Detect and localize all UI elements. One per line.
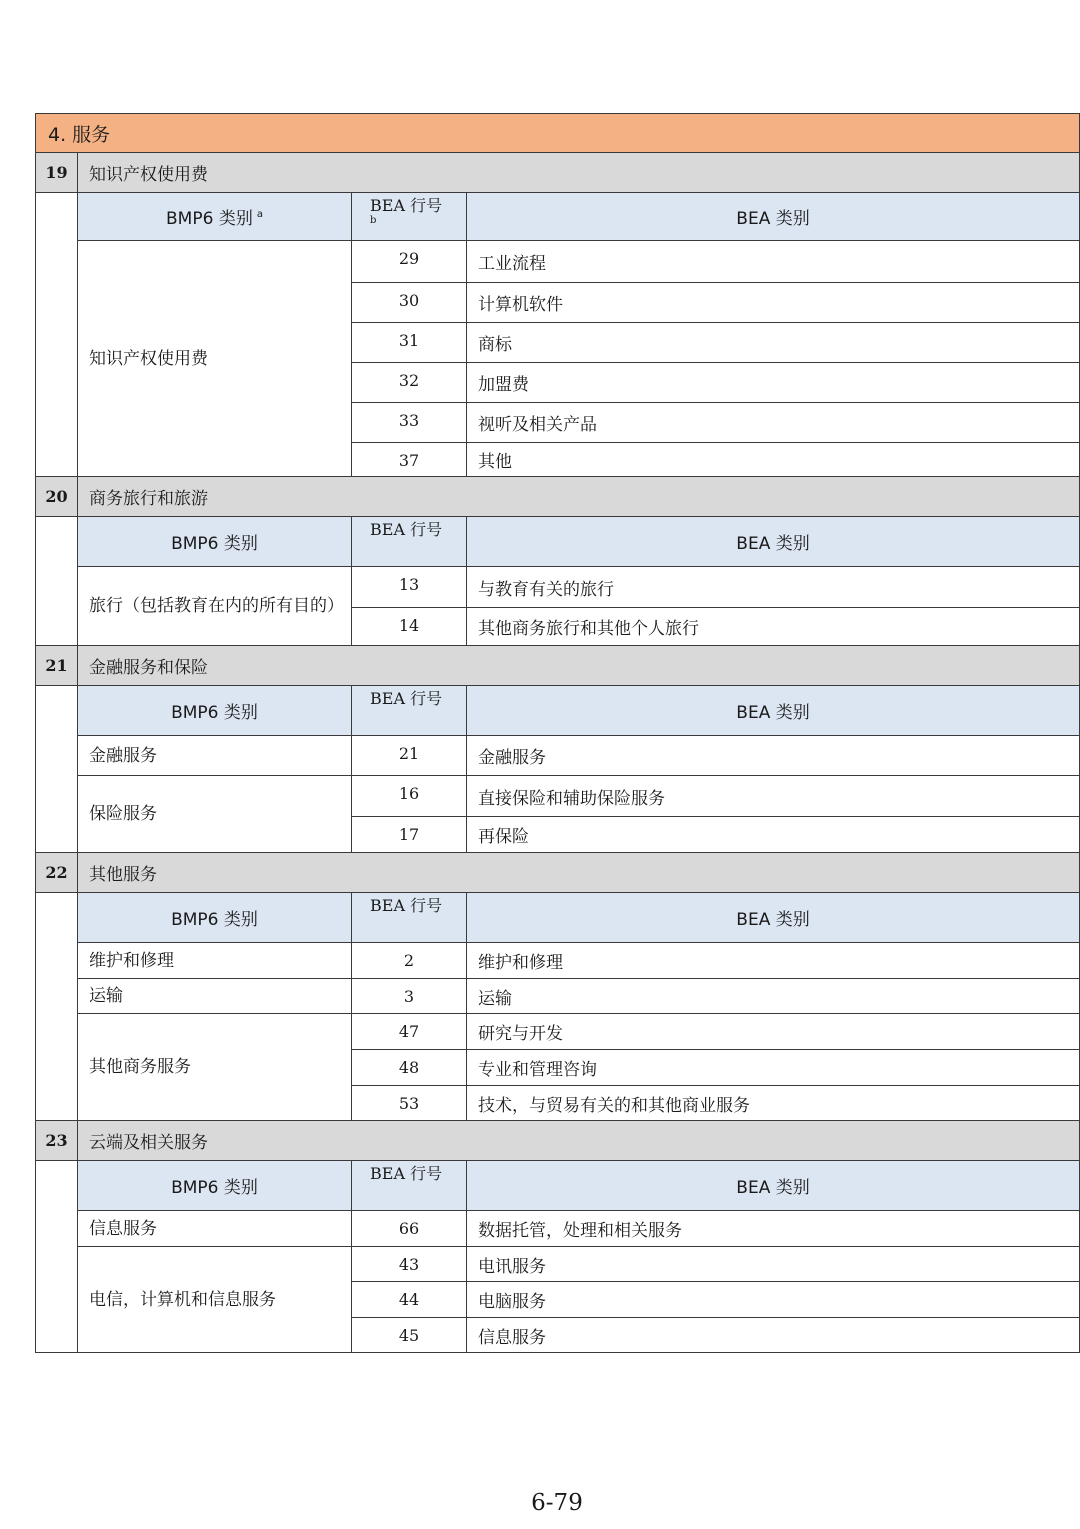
- header-bea-category: BEA 类别: [467, 686, 1080, 736]
- section-title: 云端及相关服务: [78, 1121, 1080, 1161]
- bea-line-cell: 30: [352, 283, 467, 323]
- section-title: 商务旅行和旅游: [78, 477, 1080, 517]
- section-number: 20: [36, 477, 78, 517]
- table-title-row: [36, 114, 1080, 153]
- header-bea-line-label: BEA 行号: [370, 1164, 443, 1183]
- header-bmp6-label: BMP6 类别: [166, 209, 253, 229]
- bea-category-cell: 研究与开发: [467, 1014, 1080, 1050]
- bea-line-cell: 16: [352, 776, 467, 817]
- column-header-row: [36, 1161, 1080, 1211]
- header-bmp6: [78, 1161, 352, 1211]
- bea-line-cell: 45: [352, 1318, 467, 1353]
- section-row: [36, 1121, 1080, 1161]
- section-indent-cell: [36, 517, 78, 646]
- bea-category-cell: 数据托管，处理和相关服务: [467, 1211, 1080, 1247]
- section-title: 其他服务: [78, 853, 1080, 893]
- section-number: 21: [36, 646, 78, 686]
- header-bmp6-label: BMP6 类别: [171, 1178, 258, 1198]
- bea-category-cell: 技术，与贸易有关的和其他商业服务: [467, 1086, 1080, 1121]
- section-number: 23: [36, 1121, 78, 1161]
- footnote-marker: b: [370, 215, 377, 226]
- bea-line-cell: 13: [352, 567, 467, 608]
- header-bea-line-label: BEA 行号: [370, 520, 443, 539]
- section-indent-cell: [36, 893, 78, 1121]
- bea-category-cell: 电讯服务: [467, 1247, 1080, 1282]
- bea-line-cell: 29: [352, 241, 467, 283]
- bea-category-cell: 其他商务旅行和其他个人旅行: [467, 608, 1080, 646]
- bea-line-cell: 48: [352, 1050, 467, 1086]
- section-row: [36, 153, 1080, 193]
- table-row: [36, 1247, 1080, 1282]
- header-bea-line: [352, 193, 467, 241]
- bea-line-cell: 17: [352, 817, 467, 853]
- header-bea-line: [352, 893, 467, 943]
- bea-line-cell: 31: [352, 323, 467, 363]
- section-title: 知识产权使用费: [78, 153, 1080, 193]
- bmp6-category-cell: 金融服务: [78, 736, 352, 776]
- header-bea-line-label: BEA 行号: [370, 689, 443, 708]
- table-row: [36, 943, 1080, 979]
- bea-category-cell: 直接保险和辅助保险服务: [467, 776, 1080, 817]
- bea-category-cell: 运输: [467, 979, 1080, 1014]
- bmp6-category-cell: 维护和修理: [78, 943, 352, 979]
- bea-category-cell: 金融服务: [467, 736, 1080, 776]
- section-number: 22: [36, 853, 78, 893]
- bea-category-cell: 工业流程: [467, 241, 1080, 283]
- bea-category-cell: 电脑服务: [467, 1282, 1080, 1318]
- bea-line-cell: 2: [352, 943, 467, 979]
- bea-line-cell: 44: [352, 1282, 467, 1318]
- bmp6-category-cell: 保险服务: [78, 776, 352, 853]
- bea-line-cell: 43: [352, 1247, 467, 1282]
- section-number: 19: [36, 153, 78, 193]
- bea-category-cell: 计算机软件: [467, 283, 1080, 323]
- bea-category-cell: 信息服务: [467, 1318, 1080, 1353]
- section-title: 金融服务和保险: [78, 646, 1080, 686]
- bea-category-cell: 加盟费: [467, 363, 1080, 403]
- bmp6-category-cell: 旅行（包括教育在内的所有目的）: [78, 567, 352, 646]
- bmp6-category-cell: 信息服务: [78, 1211, 352, 1247]
- table-row: [36, 1014, 1080, 1050]
- header-bea-category: BEA 类别: [467, 1161, 1080, 1211]
- section-indent-cell: [36, 686, 78, 853]
- table-row: [36, 567, 1080, 608]
- bmp6-category-cell: 运输: [78, 979, 352, 1014]
- bea-line-cell: 3: [352, 979, 467, 1014]
- header-bmp6: [78, 517, 352, 567]
- services-table: [35, 113, 1080, 1353]
- table-row: [36, 1211, 1080, 1247]
- bea-line-cell: 14: [352, 608, 467, 646]
- bea-category-cell: 其他: [467, 443, 1080, 477]
- section-row: [36, 646, 1080, 686]
- bea-category-cell: 维护和修理: [467, 943, 1080, 979]
- bea-line-cell: 32: [352, 363, 467, 403]
- bea-category-cell: 再保险: [467, 817, 1080, 853]
- table-row: [36, 776, 1080, 817]
- table-row: [36, 241, 1080, 283]
- bmp6-category-cell: 电信，计算机和信息服务: [78, 1247, 352, 1353]
- page-number: 6-79: [531, 1490, 583, 1516]
- bea-line-cell: 66: [352, 1211, 467, 1247]
- section-row: [36, 477, 1080, 517]
- column-header-row: [36, 193, 1080, 241]
- bea-category-cell: 视听及相关产品: [467, 403, 1080, 443]
- section-indent-cell: [36, 193, 78, 477]
- header-bmp6-label: BMP6 类别: [171, 910, 258, 930]
- bea-category-cell: 与教育有关的旅行: [467, 567, 1080, 608]
- header-bea-category: BEA 类别: [467, 517, 1080, 567]
- bea-line-cell: 37: [352, 443, 467, 477]
- bea-line-cell: 53: [352, 1086, 467, 1121]
- footnote-marker: a: [256, 209, 263, 221]
- section-indent-cell: [36, 1161, 78, 1353]
- header-bea-line: [352, 517, 467, 567]
- header-bmp6: [78, 686, 352, 736]
- header-bmp6-label: BMP6 类别: [171, 703, 258, 723]
- bea-category-cell: 商标: [467, 323, 1080, 363]
- bea-line-cell: 21: [352, 736, 467, 776]
- table-title: 4. 服务: [36, 114, 1080, 153]
- header-bea-line-label: BEA 行号: [370, 196, 443, 215]
- bmp6-category-cell: 知识产权使用费: [78, 241, 352, 477]
- section-row: [36, 853, 1080, 893]
- header-bea-line: [352, 1161, 467, 1211]
- header-bmp6-label: BMP6 类别: [171, 534, 258, 554]
- bea-category-cell: 专业和管理咨询: [467, 1050, 1080, 1086]
- column-header-row: [36, 686, 1080, 736]
- bea-line-cell: 33: [352, 403, 467, 443]
- header-bea-category: BEA 类别: [467, 893, 1080, 943]
- header-bmp6: [78, 193, 352, 241]
- table-row: [36, 736, 1080, 776]
- header-bea-category: BEA 类别: [467, 193, 1080, 241]
- bea-line-cell: 47: [352, 1014, 467, 1050]
- header-bea-line: [352, 686, 467, 736]
- bmp6-category-cell: 其他商务服务: [78, 1014, 352, 1121]
- header-bmp6: [78, 893, 352, 943]
- column-header-row: [36, 893, 1080, 943]
- table-row: [36, 979, 1080, 1014]
- column-header-row: [36, 517, 1080, 567]
- header-bea-line-label: BEA 行号: [370, 896, 443, 915]
